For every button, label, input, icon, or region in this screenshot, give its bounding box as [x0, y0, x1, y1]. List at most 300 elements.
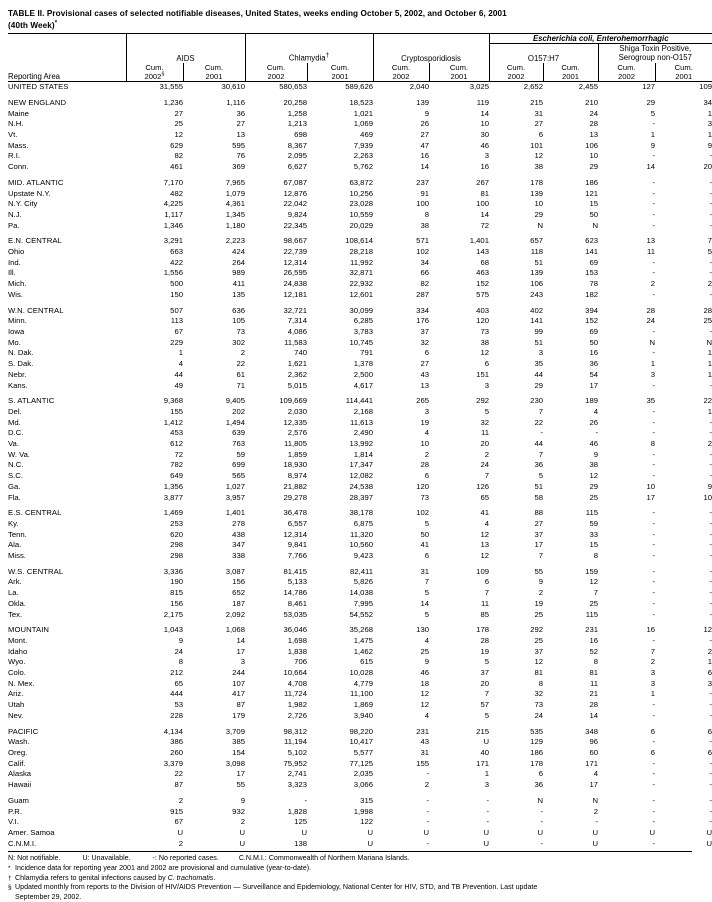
row-area-label: Pa. — [8, 220, 20, 230]
row-value-cell: 171 — [585, 758, 598, 768]
table-row — [8, 236, 712, 247]
row-value-cell: 31,555 — [159, 82, 183, 92]
row-area-label: MOUNTAIN — [8, 625, 50, 635]
row-value-cell: - — [709, 577, 712, 587]
row-value-cell: 1 — [178, 348, 183, 358]
row-value-cell: 7 — [484, 471, 489, 481]
row-value-cell: 7,939 — [353, 140, 373, 150]
table-body — [8, 82, 712, 850]
row-value-cell: 28 — [420, 460, 429, 470]
row-value-cell: - — [709, 635, 712, 645]
row-value-cell: 3 — [484, 780, 489, 790]
row-value-cell: 23,028 — [349, 199, 373, 209]
row-value-cell: 9 — [240, 795, 245, 805]
row-value-cell: U — [367, 827, 373, 837]
row-value-cell: - — [652, 268, 655, 278]
row-value-cell: 22 — [174, 769, 183, 779]
row-value-cell: 10 — [646, 481, 655, 491]
table-row — [8, 599, 712, 610]
header-col-o157-2002 — [489, 63, 543, 82]
row-value-cell: U — [423, 827, 429, 837]
row-value-cell: 38 — [589, 460, 598, 470]
row-value-cell: 2 — [650, 279, 655, 289]
row-value-cell: 37 — [480, 668, 489, 678]
table-row — [8, 418, 712, 429]
row-value-cell: 11,583 — [284, 337, 307, 347]
row-value-cell: 13 — [646, 236, 655, 246]
row-value-cell: 143 — [476, 247, 489, 257]
row-value-cell: 932 — [232, 806, 245, 816]
row-value-cell: 182 — [585, 289, 598, 299]
row-value-cell: 1,401 — [225, 508, 245, 518]
row-value-cell: 348 — [585, 726, 598, 736]
row-value-cell: 10,559 — [349, 209, 373, 219]
row-value-cell: 1,412 — [163, 417, 183, 427]
row-value-cell: - — [652, 588, 655, 598]
row-value-cell: 17 — [236, 769, 245, 779]
row-area-label: N.C. — [8, 460, 24, 470]
table-row — [8, 460, 712, 471]
row-value-cell: 12,181 — [283, 289, 307, 299]
row-value-cell: 1 — [707, 657, 712, 667]
row-value-cell: 28,397 — [349, 492, 373, 502]
row-value-cell: N — [706, 337, 712, 347]
row-value-cell: 87 — [174, 780, 183, 790]
row-value-cell: 706 — [294, 657, 307, 667]
table-row — [8, 306, 712, 317]
table-row — [8, 588, 712, 599]
row-value-cell: 1,469 — [163, 508, 183, 518]
row-value-cell: N — [592, 795, 598, 805]
row-value-cell: 12,335 — [283, 417, 307, 427]
row-value-cell: 51 — [534, 481, 543, 491]
row-value-cell: 1,213 — [287, 119, 307, 129]
row-value-cell: 1 — [707, 369, 712, 379]
row-value-cell: 565 — [232, 471, 245, 481]
title-footnote-mark: * — [54, 18, 58, 26]
row-value-cell: 7,766 — [287, 551, 307, 561]
row-value-cell: 105 — [232, 316, 245, 326]
row-value-cell: 69 — [589, 326, 598, 336]
row-value-cell: 461 — [170, 162, 183, 172]
row-value-cell: 82 — [174, 151, 183, 161]
row-value-cell: - — [709, 598, 712, 608]
row-area-label: W. Va. — [8, 449, 31, 459]
row-value-cell: 16 — [589, 348, 598, 358]
header-blank-area — [8, 34, 126, 44]
row-value-cell: 6 — [650, 726, 655, 736]
row-value-cell: 47 — [420, 140, 429, 150]
row-value-cell: 287 — [416, 289, 429, 299]
row-value-cell: 10 — [534, 199, 543, 209]
row-value-cell: 815 — [170, 588, 183, 598]
row-value-cell: 14 — [420, 598, 429, 608]
row-value-cell: 151 — [476, 369, 489, 379]
row-value-cell: 73 — [236, 326, 245, 336]
row-value-cell: 2,362 — [287, 369, 307, 379]
row-value-cell: - — [426, 838, 429, 848]
header-col-o157-2002-line2: 2002 — [507, 72, 525, 82]
row-area-label: Hawaii — [8, 780, 32, 790]
row-area-label: Fla. — [8, 492, 21, 502]
row-value-cell: - — [652, 119, 655, 129]
row-value-cell: 298 — [170, 551, 183, 561]
table-row — [8, 119, 712, 130]
row-value-cell: 67 — [174, 817, 183, 827]
row-area-label: NEW ENGLAND — [8, 97, 67, 107]
row-value-cell: 3 — [424, 406, 429, 416]
row-value-cell: 1 — [707, 130, 712, 140]
row-area-label: Wash. — [8, 737, 30, 747]
row-value-cell: 3,098 — [225, 758, 245, 768]
header-col-crypto-2002-line1: Cum. — [391, 62, 411, 72]
row-value-cell: 657 — [530, 236, 543, 246]
table-row — [8, 577, 712, 588]
row-value-cell: 82 — [420, 279, 429, 289]
row-value-cell: - — [486, 806, 489, 816]
row-value-cell: 652 — [232, 588, 245, 598]
row-value-cell: U — [649, 827, 655, 837]
header-col-shiga-2002-line1: Cum. — [617, 62, 636, 72]
row-value-cell: 27 — [236, 119, 245, 129]
row-value-cell: 35 — [646, 396, 655, 406]
table-row — [8, 141, 712, 152]
row-value-cell: 1 — [707, 406, 712, 416]
row-value-cell: 9 — [178, 635, 183, 645]
header-group-o157h7: O157:H7 — [489, 44, 598, 63]
row-value-cell: U — [706, 838, 712, 848]
header-row-groups — [8, 44, 712, 63]
row-value-cell: 386 — [170, 737, 183, 747]
row-value-cell: 5 — [424, 518, 429, 528]
row-value-cell: 155 — [416, 758, 429, 768]
row-value-cell: 6 — [484, 359, 489, 369]
row-value-cell: 115 — [585, 508, 598, 518]
row-value-cell: 12 — [589, 577, 598, 587]
row-value-cell: 237 — [416, 177, 429, 187]
row-value-cell: 1 — [650, 359, 655, 369]
row-value-cell: 12,314 — [283, 529, 307, 539]
row-value-cell: 15 — [589, 540, 598, 550]
row-value-cell: 22,345 — [283, 220, 307, 230]
row-value-cell: 5 — [484, 710, 489, 720]
row-value-cell: 12 — [534, 151, 543, 161]
row-value-cell: 5 — [484, 406, 489, 416]
row-value-cell: - — [709, 518, 712, 528]
table-row — [8, 407, 712, 418]
row-value-cell: 24 — [480, 460, 489, 470]
row-value-cell: 186 — [585, 177, 598, 187]
row-value-cell: 21,882 — [283, 481, 307, 491]
row-value-cell: - — [709, 508, 712, 518]
row-value-cell: 49 — [174, 380, 183, 390]
row-value-cell: U — [592, 827, 598, 837]
row-value-cell: 1 — [650, 130, 655, 140]
row-value-cell: 13 — [420, 380, 429, 390]
row-value-cell: 33 — [589, 529, 598, 539]
row-value-cell: 265 — [416, 396, 429, 406]
row-value-cell: 30,099 — [349, 305, 373, 315]
row-value-cell: 3,957 — [225, 492, 245, 502]
row-value-cell: 122 — [360, 817, 373, 827]
row-value-cell: - — [540, 428, 543, 438]
row-value-cell: 41 — [420, 540, 429, 550]
row-value-cell: 127 — [642, 82, 655, 92]
row-value-cell: 126 — [476, 481, 489, 491]
row-value-cell: 12 — [480, 529, 489, 539]
row-value-cell: 26 — [420, 119, 429, 129]
row-value-cell: 34 — [703, 97, 712, 107]
row-value-cell: 1,027 — [225, 481, 245, 491]
row-area-label: D.C. — [8, 428, 24, 438]
row-value-cell: - — [709, 177, 712, 187]
row-value-cell: 6 — [424, 471, 429, 481]
row-value-cell: 2,175 — [163, 609, 183, 619]
row-value-cell: - — [652, 417, 655, 427]
table-row — [8, 817, 712, 828]
row-value-cell: 6 — [650, 748, 655, 757]
table-row — [8, 759, 712, 770]
row-value-cell: 44 — [534, 439, 543, 449]
row-value-cell: 292 — [476, 396, 489, 406]
row-area-label: Ky. — [8, 518, 19, 528]
row-value-cell: 102 — [416, 247, 429, 257]
row-value-cell: 215 — [530, 97, 543, 107]
row-value-cell: 107 — [232, 678, 245, 688]
table-header — [8, 34, 712, 82]
row-value-cell: - — [652, 817, 655, 827]
header-blank-area-2 — [8, 44, 126, 63]
row-value-cell: 87 — [236, 700, 245, 710]
table-row — [8, 82, 712, 93]
header-col-aids-2002-mark: § — [161, 71, 165, 78]
row-value-cell: 25 — [534, 609, 543, 619]
row-value-cell: 535 — [530, 726, 543, 736]
row-value-cell: 63,872 — [349, 177, 373, 187]
row-value-cell: 14 — [480, 108, 489, 118]
footnote-item-3-cont — [8, 893, 692, 902]
row-value-cell: 9 — [707, 140, 712, 150]
row-value-cell: 25 — [703, 316, 712, 326]
row-value-cell: 315 — [360, 795, 373, 805]
row-area-label: Kans. — [8, 380, 28, 390]
row-value-cell: 7 — [484, 588, 489, 598]
row-area-label: N.H. — [8, 119, 24, 129]
row-value-cell: 5 — [538, 471, 543, 481]
row-value-cell: 81 — [589, 668, 598, 678]
row-value-cell: 25 — [420, 646, 429, 656]
row-value-cell: 1,475 — [353, 635, 373, 645]
row-value-cell: 3,940 — [353, 710, 373, 720]
row-value-cell: 81 — [480, 188, 489, 198]
row-value-cell: 16 — [480, 162, 489, 172]
row-value-cell: 32,871 — [349, 268, 373, 278]
row-value-cell: - — [652, 577, 655, 587]
row-value-cell: 38 — [480, 337, 489, 347]
row-value-cell: 6,627 — [287, 162, 307, 172]
row-value-cell: 25 — [534, 635, 543, 645]
footnote-text-3-line2: September 29, 2002. — [15, 892, 82, 901]
row-value-cell: 369 — [232, 162, 245, 172]
row-value-cell: 57 — [480, 700, 489, 710]
row-value-cell: 46 — [589, 439, 598, 449]
row-value-cell: 98,667 — [283, 236, 307, 246]
row-value-cell: 81 — [534, 668, 543, 678]
header-group-chlamydia-mark: † — [325, 52, 330, 60]
header-col-aids-2002-line1: Cum. — [145, 62, 164, 72]
row-value-cell: 55 — [236, 780, 245, 790]
row-value-cell: 24 — [534, 710, 543, 720]
table-row — [8, 151, 712, 162]
row-value-cell: 2,652 — [523, 82, 543, 92]
row-value-cell: 5,102 — [287, 748, 307, 757]
table-row — [8, 327, 712, 338]
row-value-cell: 176 — [416, 316, 429, 326]
row-value-cell: 60 — [589, 748, 598, 757]
row-area-label: Iowa — [8, 326, 25, 336]
row-value-cell: - — [652, 326, 655, 336]
row-area-label: Miss. — [8, 551, 26, 561]
row-value-cell: 26,595 — [283, 268, 307, 278]
legend-n: N: Not notifiable. — [8, 854, 61, 863]
title-line-2: (40th Week) — [8, 20, 55, 30]
row-value-cell: 31 — [420, 748, 429, 757]
row-value-cell: 1,998 — [353, 806, 373, 816]
row-value-cell: 5 — [484, 657, 489, 667]
row-value-cell: 20,258 — [283, 97, 307, 107]
row-value-cell: 417 — [232, 689, 245, 699]
header-blank-chlamydia — [245, 34, 373, 44]
row-value-cell: 1,180 — [225, 220, 245, 230]
row-value-cell: 109 — [699, 82, 712, 92]
row-value-cell: U — [239, 838, 245, 848]
row-area-label: UNITED STATES — [8, 82, 69, 92]
row-value-cell: 6,557 — [287, 518, 307, 528]
row-value-cell: - — [709, 795, 712, 805]
row-value-cell: 72 — [174, 449, 183, 459]
row-value-cell: 186 — [530, 748, 543, 757]
row-value-cell: - — [709, 268, 712, 278]
row-value-cell: 152 — [585, 316, 598, 326]
row-value-cell: - — [426, 817, 429, 827]
row-value-cell: 54,552 — [349, 609, 373, 619]
row-area-label: V.I. — [8, 817, 19, 827]
row-value-cell: 73 — [420, 492, 429, 502]
row-value-cell: 98,220 — [349, 726, 373, 736]
row-value-cell: 3,087 — [225, 566, 245, 576]
row-value-cell: 12 — [703, 625, 712, 635]
row-value-cell: 13 — [236, 130, 245, 140]
row-value-cell: 72 — [480, 220, 489, 230]
row-value-cell: - — [652, 220, 655, 230]
row-value-cell: 115 — [585, 609, 598, 619]
row-value-cell: - — [652, 566, 655, 576]
table-row — [8, 279, 712, 290]
row-value-cell: 24 — [646, 316, 655, 326]
row-value-cell: U — [483, 827, 489, 837]
table-row — [8, 199, 712, 210]
row-value-cell: 18 — [420, 678, 429, 688]
header-col-aids-2002-line2: 2002 — [144, 72, 162, 82]
row-value-cell: 5,015 — [287, 380, 307, 390]
table-row — [8, 396, 712, 407]
row-value-cell: 4 — [178, 359, 183, 369]
row-value-cell: - — [652, 508, 655, 518]
row-value-cell: 37 — [420, 326, 429, 336]
row-value-cell: 3,379 — [163, 758, 183, 768]
table-row — [8, 162, 712, 173]
row-area-label: S. Dak. — [8, 359, 34, 369]
row-value-cell: 16 — [589, 635, 598, 645]
row-value-cell: 138 — [294, 838, 307, 848]
row-value-cell: 52 — [589, 646, 598, 656]
row-area-label: Ariz. — [8, 689, 24, 699]
header-col-shiga-2002 — [598, 63, 655, 82]
row-value-cell: 31 — [420, 566, 429, 576]
header-col-crypto-2002 — [373, 63, 429, 82]
row-value-cell: 10,028 — [349, 668, 373, 678]
row-value-cell: - — [426, 769, 429, 779]
row-value-cell: 230 — [530, 396, 543, 406]
row-value-cell: 16 — [646, 625, 655, 635]
row-value-cell: 11,613 — [350, 417, 373, 427]
row-value-cell: - — [652, 635, 655, 645]
row-value-cell: 6,285 — [353, 316, 373, 326]
row-value-cell: 3 — [650, 668, 655, 678]
row-value-cell: 13 — [589, 130, 598, 140]
footnote-mark-1: * — [8, 864, 11, 872]
row-value-cell: 55 — [534, 566, 543, 576]
row-value-cell: 14,786 — [283, 588, 307, 598]
row-value-cell: 78 — [589, 279, 598, 289]
header-blank-aids — [126, 34, 245, 44]
row-value-cell: 155 — [170, 406, 183, 416]
row-value-cell: 5 — [424, 588, 429, 598]
row-value-cell: 10 — [420, 439, 429, 449]
row-value-cell: 612 — [170, 439, 183, 449]
table-row — [8, 828, 712, 839]
row-value-cell: - — [709, 566, 712, 576]
header-col-aids-2002 — [126, 63, 183, 82]
row-value-cell: - — [709, 449, 712, 459]
row-value-cell: 302 — [232, 337, 245, 347]
table-row — [8, 657, 712, 668]
row-value-cell: 231 — [416, 726, 429, 736]
table-row — [8, 338, 712, 349]
row-value-cell: 11 — [481, 598, 489, 608]
row-value-cell: 9 — [650, 140, 655, 150]
row-value-cell: 17,347 — [349, 460, 373, 470]
row-value-cell: - — [709, 806, 712, 816]
footnote-text-2-pre: Chlamydia refers to genital infections caused by — [15, 873, 168, 882]
row-value-cell: 12 — [589, 471, 598, 481]
row-value-cell: N — [592, 220, 598, 230]
row-value-cell: 1,021 — [353, 108, 373, 118]
row-value-cell: - — [652, 598, 655, 608]
row-value-cell: 4,225 — [163, 199, 183, 209]
row-value-cell: 19 — [420, 417, 429, 427]
row-value-cell: 12,082 — [349, 471, 373, 481]
row-value-cell: - — [652, 758, 655, 768]
row-value-cell: 22 — [236, 359, 245, 369]
row-value-cell: 28 — [703, 305, 712, 315]
row-value-cell: - — [652, 838, 655, 848]
row-value-cell: 43 — [420, 737, 429, 747]
row-value-cell: 1,258 — [287, 108, 307, 118]
row-value-cell: 99 — [534, 326, 543, 336]
row-value-cell: 9,405 — [225, 396, 245, 406]
row-area-label: Nebr. — [8, 369, 27, 379]
